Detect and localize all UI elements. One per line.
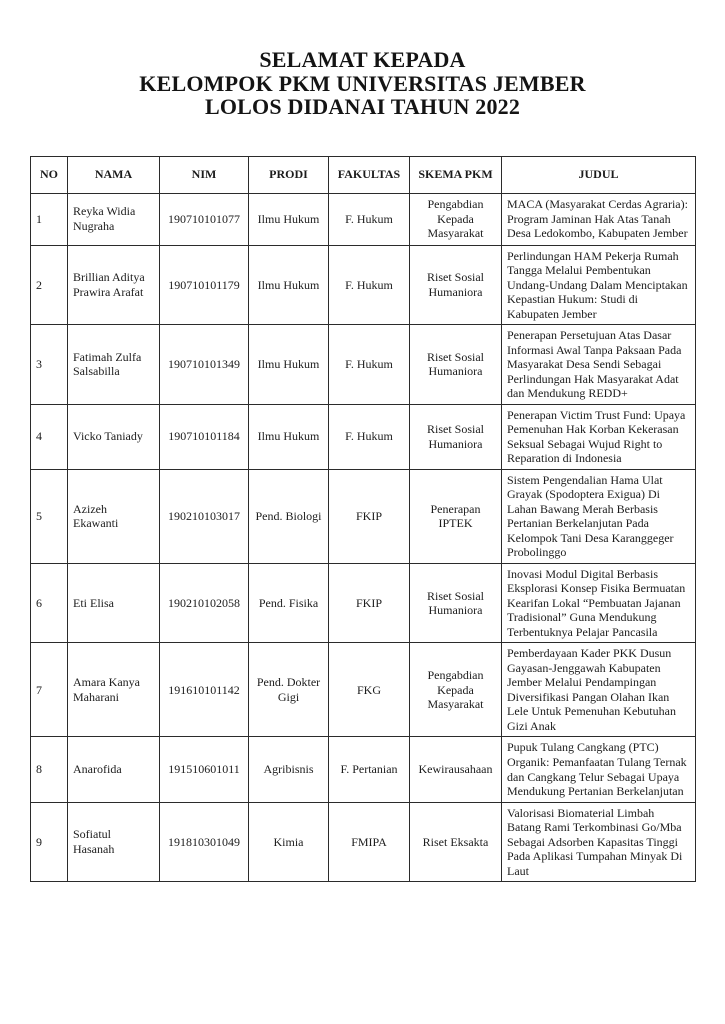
table-row [31,193,696,245]
cell-nim: 190710101179 [160,245,249,325]
cell-skema: Riset Sosial Humaniora [410,563,502,643]
cell-nama: Sofiatul Hasanah [68,802,160,882]
table-row [31,325,696,405]
cell-nim: 190210103017 [160,469,249,563]
cell-nim: 191510601011 [160,737,249,802]
cell-fakultas: F. Hukum [329,404,410,469]
cell-prodi: Ilmu Hukum [249,193,329,245]
cell-fakultas: F. Hukum [329,193,410,245]
cell-nim: 190210102058 [160,563,249,643]
cell-prodi: Ilmu Hukum [249,245,329,325]
cell-nama: Fatimah Zulfa Salsabilla [68,325,160,405]
cell-nama: Anarofida [68,737,160,802]
cell-nama: Azizeh Ekawanti [68,469,160,563]
cell-no: 6 [31,563,68,643]
header-fakultas: FAKULTAS [329,156,410,193]
cell-prodi: Ilmu Hukum [249,404,329,469]
cell-skema: Riset Eksakta [410,802,502,882]
cell-skema: Penerapan IPTEK [410,469,502,563]
cell-skema: Riset Sosial Humaniora [410,404,502,469]
pkm-awardees-table [30,156,696,883]
cell-judul: Sistem Pengendalian Hama Ulat Grayak (Spodoptera Exigua) Di Lahan Bawang Merah Berbasis Pertanian Berkelanjutan Pada Kelompok Tani Desa Karanggeger Probolinggo [502,469,696,563]
header-nim: NIM [160,156,249,193]
title-line-2: KELOMPOK PKM UNIVERSITAS JEMBER [139,70,586,96]
cell-no: 4 [31,404,68,469]
cell-fakultas: FMIPA [329,802,410,882]
cell-nim: 190710101077 [160,193,249,245]
cell-nama: Reyka Widia Nugraha [68,193,160,245]
cell-no: 8 [31,737,68,802]
table-row [31,563,696,643]
page-title [0,48,725,119]
table-row [31,404,696,469]
header-no: NO [31,156,68,193]
cell-no: 1 [31,193,68,245]
cell-skema: Riset Sosial Humaniora [410,325,502,405]
cell-nama: Brillian Aditya Prawira Arafat [68,245,160,325]
cell-nim: 191810301049 [160,802,249,882]
cell-fakultas: FKIP [329,563,410,643]
cell-prodi: Kimia [249,802,329,882]
title-line-3: LOLOS DIDANAI TAHUN 2022 [204,94,521,119]
cell-prodi: Ilmu Hukum [249,325,329,405]
title-line-1: SELAMAT KEPADA [259,47,466,72]
cell-fakultas: F. Hukum [329,325,410,405]
cell-no: 9 [31,802,68,882]
cell-skema: Pengabdian Kepada Masyarakat [410,193,502,245]
cell-skema: Riset Sosial Humaniora [410,245,502,325]
header-skema-pkm: SKEMA PKM [410,156,502,193]
cell-nama: Vicko Taniady [68,404,160,469]
cell-judul: Penerapan Victim Trust Fund: Upaya Pemenuhan Hak Korban Kekerasan Seksual Sebagai Wujud Right to Reparation di Indonesia [502,404,696,469]
cell-nim: 190710101184 [160,404,249,469]
table-row [31,643,696,737]
cell-skema: Pengabdian Kepada Masyarakat [410,643,502,737]
header-judul: JUDUL [502,156,696,193]
cell-judul: Pupuk Tulang Cangkang (PTC) Organik: Pemanfaatan Tulang Ternak dan Cangkang Telur Sebagai Upaya Mendukung Pertanian Berkelanjutan [502,737,696,802]
cell-prodi: Pend. Fisika [249,563,329,643]
cell-judul: Penerapan Persetujuan Atas Dasar Informasi Awal Tanpa Paksaan Pada Masyarakat Desa Sendi Sebagai Perlindungan Hak Masyarakat Adat dan Mendukung REDD+ [502,325,696,405]
table-row [31,245,696,325]
header-nama: NAMA [68,156,160,193]
cell-prodi: Pend. Biologi [249,469,329,563]
cell-no: 5 [31,469,68,563]
cell-fakultas: FKIP [329,469,410,563]
cell-prodi: Pend. Dokter Gigi [249,643,329,737]
cell-no: 2 [31,245,68,325]
header-prodi: PRODI [249,156,329,193]
cell-fakultas: F. Hukum [329,245,410,325]
table-header-row [31,156,696,193]
cell-no: 7 [31,643,68,737]
table-row [31,469,696,563]
cell-judul: MACA (Masyarakat Cerdas Agraria): Program Jaminan Hak Atas Tanah Desa Ledokombo, Kabupaten Jember [502,193,696,245]
cell-no: 3 [31,325,68,405]
cell-nama: Eti Elisa [68,563,160,643]
cell-judul: Inovasi Modul Digital Berbasis Eksplorasi Konsep Fisika Bermuatan Kearifan Lokal “Pembuatan Jajanan Tradisional” Guna Mendukung Terbentuknya Pelajar Pancasila [502,563,696,643]
cell-nim: 190710101349 [160,325,249,405]
cell-nim: 191610101142 [160,643,249,737]
cell-nama: Amara Kanya Maharani [68,643,160,737]
table-row [31,802,696,882]
cell-prodi: Agribisnis [249,737,329,802]
cell-fakultas: F. Pertanian [329,737,410,802]
cell-fakultas: FKG [329,643,410,737]
cell-skema: Kewirausahaan [410,737,502,802]
cell-judul: Valorisasi Biomaterial Limbah Batang Rami Terkombinasi Go/Mba Sebagai Adsorben Kapasitas Tinggi Pada Aplikasi Tumpahan Minyak Di Laut [502,802,696,882]
cell-judul: Pemberdayaan Kader PKK Dusun Gayasan-Jenggawah Kabupaten Jember Melalui Pendampingan Diversifikasi Pangan Olahan Ikan Lele Untuk Pemenuhan Kebutuhan Gizi Anak [502,643,696,737]
cell-judul: Perlindungan HAM Pekerja Rumah Tangga Melalui Pembentukan Undang-Undang Dalam Menciptakan Kepastian Hukum: Studi di Kabupaten Jember [502,245,696,325]
table-row [31,737,696,802]
